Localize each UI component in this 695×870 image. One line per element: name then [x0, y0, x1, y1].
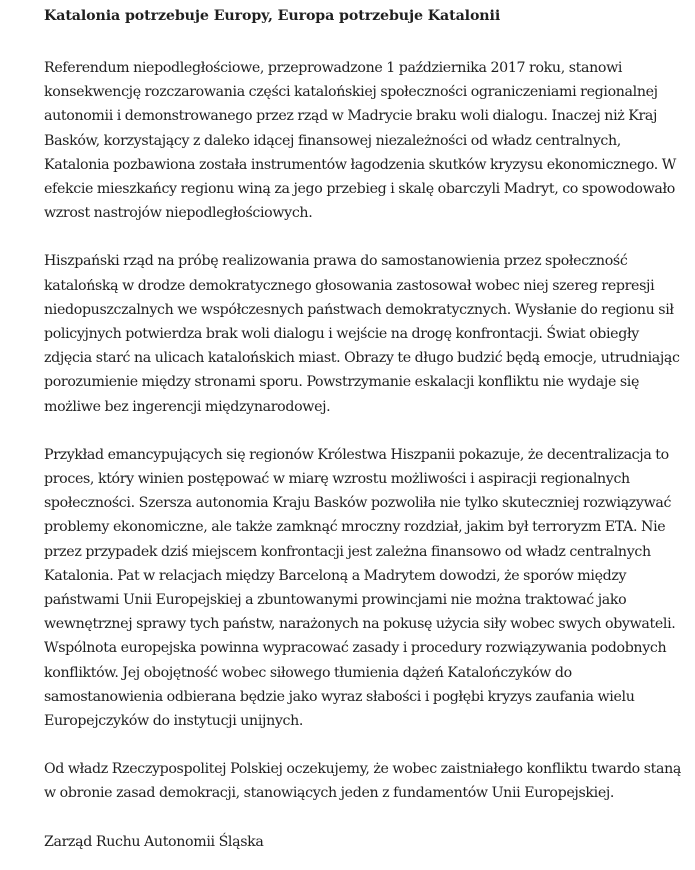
paragraph-decentralization: Przykład emancypujących się regionów Królestwa Hiszpanii pokazuje, że decentralizacja to proces, który winien postępować w miarę wzrostu możliwości i aspiracji regionalnych społeczności. Szersza autonomia Kraju Basków pozwoliła nie tylko skuteczniej rozwiązywać problemy ekonomiczne, ale także zamknąć mroczny rozdział, jakim był terroryzm ETA. Nie przez przypadek dziś miejscem konfrontacji jest zależna finansowo od władz centralnych Katalonia. Pat w relacjach między Barceloną a Madrytem dowodzi, że sporów między państwami Unii Europejskiej a zbuntowanymi prowincjami nie można traktować jako wewnętrznej sprawy tych państw, narażonych na pokusę użycia siły wobec swych obywateli. Wspólnota europejska powinna wypracować zasady i procedury rozwiązywania podobnych konfliktów. Jej obojętność wobec siłowego tłumienia dążeń Katalończyków do samostanowienia odbierana będzie jako wyraz słabości i pogłębi kryzys zaufania wielu Europejczyków do instytucji unijnych.: [44, 446, 676, 730]
paragraph-repression: Hiszpański rząd na próbę realizowania prawa do samostanowienia przez społeczność katalońską w drodze demokratycznego głosowania zastosował wobec niej szereg represji niedopuszczalnych we współczesnych państwach demokratycznych. Wysłanie do regionu sił policyjnych potwierdza brak woli dialogu i wejście na drogę konfrontacji. Świat obiegły zdjęcia starć na ulicach katalońskich miast. Obrazy te długo budzić będą emocje, utrudniając porozumienie między stronami sporu. Powstrzymanie eskalacji konfliktu nie wydaje się możliwe bez ingerencji międzynarodowej.: [44, 253, 680, 415]
article-title: Katalonia potrzebuje Europy, Europa potrzebuje Katalonii: [44, 8, 501, 24]
signature: Zarząd Ruchu Autonomii Śląska: [44, 833, 264, 850]
paragraph-polish-authorities: Od władz Rzeczypospolitej Polskiej oczekujemy, że wobec zaistniałego konfliktu twardo staną w obronie zasad demokracji, stanowiących jeden z fundamentów Unii Europejskiej.: [44, 761, 682, 802]
paragraph-referendum: Referendum niepodległościowe, przeprowadzone 1 października 2017 roku, stanowi konsekwencję rozczarowania części katalońskiej społeczności ograniczeniami regionalnej autonomii i demonstrowanego przez rząd w Madrycie braku woli dialogu. Inaczej niż Kraj Basków, korzystający z daleko idącej finansowej niezależności od władz centralnych, Katalonia pozbawiona została instrumentów łagodzenia skutków kryzysu ekonomicznego. W efekcie mieszkańcy regionu winą za jego przebieg i skalę obarczyli Madryt, co spowodowało wzrost nastrojów niepodległościowych.: [44, 60, 676, 222]
